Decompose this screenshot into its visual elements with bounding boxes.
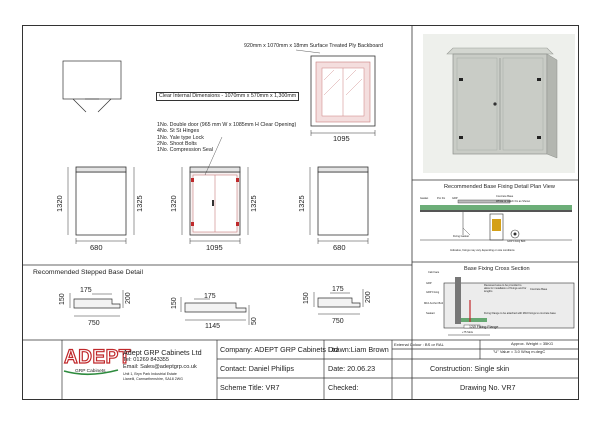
base-fixing-plan — [420, 197, 572, 240]
section-label: +75 Slots — [462, 331, 473, 334]
weight-field: Approx. Weight = 35KG — [511, 341, 554, 346]
section-label: M10 Anchor Bolt — [424, 302, 444, 305]
drawing-number: Drawing No. VR7 — [460, 383, 516, 392]
step1-width: 750 — [88, 320, 100, 327]
front-width-dim: 1095 — [206, 243, 223, 252]
section-label: GRP Fixing — [426, 291, 440, 294]
cabinet-illustration — [423, 34, 575, 173]
front-height-dim: 1320 — [169, 195, 178, 212]
step3-right-height: 200 — [365, 291, 372, 303]
step3-step: 175 — [332, 286, 344, 293]
rear-width-dim: 680 — [333, 243, 346, 252]
backboard-width-dim: 1095 — [333, 134, 350, 143]
u-value-field: "U" Value = 3.0 W/sq m.degC — [493, 349, 546, 354]
date-field: Date: 20.06.23 — [328, 364, 376, 373]
contact-field: Contact: Daniel Phillips — [220, 364, 294, 373]
spec-line: 1No. Double door (965 mm W x 1085mm H Clear Opening) — [157, 122, 297, 128]
side-height-dim-2: 1325 — [135, 195, 144, 212]
company-logo-sub: GRP Cabinets — [75, 369, 106, 374]
section-label: Recessed area to be provided to allow for installation of fixings and for lengths — [484, 284, 527, 293]
side-width-dim: 680 — [90, 243, 103, 252]
company-address-1: Unit 1, Bryn Park Industrial Estate — [123, 372, 177, 376]
spec-line: 1No. Compression Seal — [157, 147, 213, 154]
stepped-base-2 — [181, 297, 249, 325]
backboard-view — [296, 50, 375, 136]
step1-step: 175 — [80, 287, 92, 294]
company-email: Email: Sales@adeptgrp.co.uk — [123, 364, 197, 370]
base-fixing-plan-title: Recommended Base Fixing Detail Plan View — [444, 184, 555, 190]
cross-section-title: Base Fixing Cross Section — [464, 266, 530, 272]
plan-label: Indicative, fixings may vary depending on site conditions — [450, 249, 515, 252]
section-label: GRP — [426, 282, 432, 285]
side-elevation-right — [310, 167, 368, 244]
company-name: Adept GRP Cabinets Ltd — [123, 348, 202, 357]
cabinet-photo — [423, 34, 575, 173]
plan-label: GRP — [452, 197, 458, 200]
side-elevation-left — [68, 167, 134, 244]
step3-left-height: 150 — [303, 292, 310, 304]
company-tel: Tel: 01269 843355 — [123, 357, 170, 363]
plan-label: Whole or Hatch Fix as Shown — [496, 200, 531, 203]
spec-line: 1No. Yale type Lock — [157, 134, 204, 141]
internal-dimensions: Clear Internal Dimensions - 1070mm x 570mm x 1,300mm — [156, 92, 299, 101]
spec-line: 2No. Shoot Bolts — [157, 140, 197, 147]
step2-left-height: 150 — [171, 297, 178, 309]
scheme-field: Scheme Title: VR7 — [220, 383, 280, 392]
checked-field: Checked: — [328, 383, 359, 392]
stepped-base-1 — [70, 290, 123, 316]
construction-field: Construction: Single skin — [430, 364, 510, 373]
company-logo: ADEPT — [64, 347, 131, 368]
side-height-dim: 1320 — [55, 195, 64, 212]
plan-label: Concrete Base — [496, 195, 514, 198]
section-label: Fixing Flange to be attached with M10 fixings to concrete base — [484, 312, 556, 315]
external-colour-field: External Colour : BS or RAL — [394, 342, 444, 347]
company-field: Company: ADEPT GRP Cabinets Ltd — [220, 345, 338, 354]
plan-label: GRP Fixing Bolt — [507, 240, 526, 243]
front-height-dim-2: 1325 — [249, 195, 258, 212]
stepped-base-title: Recommended Stepped Base Detail — [33, 269, 143, 276]
step2-width: 1145 — [205, 323, 221, 330]
step1-left-height: 150 — [59, 293, 66, 305]
spec-list — [157, 122, 296, 153]
step2-right-height: 50 — [251, 317, 258, 325]
spec-line: 4No. St St Hinges — [157, 128, 200, 135]
door-plan-view — [63, 61, 121, 112]
section-label: 12Ø Fixing Flange — [469, 325, 499, 329]
plan-label: Gasket — [420, 197, 429, 200]
plan-label: Fixing Gasket — [453, 235, 469, 238]
drawn-by-field: Drawn:Liam Brown — [328, 345, 389, 354]
rear-height-dim: 1325 — [297, 195, 306, 212]
section-label: Concrete Base — [530, 288, 548, 291]
backboard-note: 920mm x 1070mm x 18mm Surface Treated Ply Backboard — [244, 43, 383, 49]
step1-right-height: 200 — [125, 292, 132, 304]
section-label: Cab Face — [428, 271, 440, 274]
step3-width: 750 — [332, 318, 344, 325]
plan-label: Pro Fix — [437, 197, 446, 200]
step2-step: 175 — [204, 293, 216, 300]
company-address-2: Llanelli, Carmarthenshire, SA18 2WG — [123, 377, 183, 381]
section-label: Sealant — [426, 312, 435, 315]
